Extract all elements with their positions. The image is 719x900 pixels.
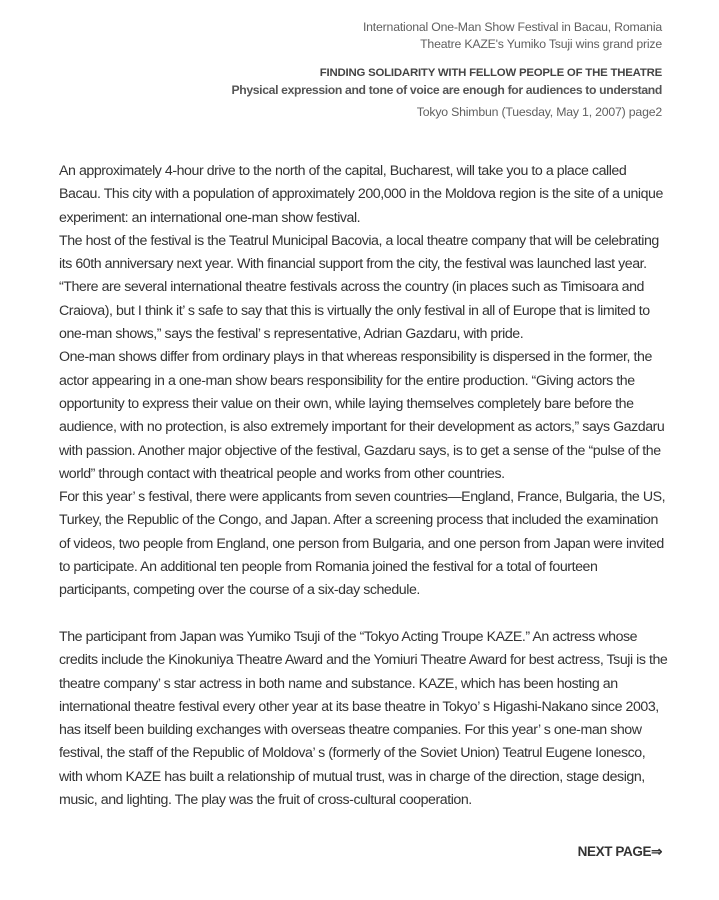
source-citation: Tokyo Shimbun (Tuesday, May 1, 2007) page2 [416,105,662,119]
headline: FINDING SOLIDARITY WITH FELLOW PEOPLE OF THE THEATRE [319,67,662,79]
subtitle-line-2: Theatre KAZE's Yumiko Tsuji wins grand prize [420,37,662,51]
next-page-link[interactable]: NEXT PAGE⇒ [577,844,662,859]
paragraph: For this year’ s festival, there were applicants from seven countries—England, France, Bulgaria, the US, Turkey, the Republic of the Congo, and Japan. After a screening process that included the examination of videos, two people from England, one person from Bulgaria, and one person from Japan were invited to participate. An additional ten people from Romania joined the festival for a total of fourteen participants, competing over the course of a six-day schedule. [59,489,666,599]
article-body [59,160,669,812]
paragraph: One-man shows differ from ordinary plays in that whereas responsibility is dispersed in the former, the actor appearing in a one-man show bears responsibility for the entire production. “Giving actors the opportunity to express their value on their own, while laying themselves completely bare before the audience, with no protection, is also extremely important for their development as actors,” says Gazdaru with passion. Another major objective of the festival, Gazdaru says, is to get a sense of the “pulse of the world” through contact with theatrical people and works from other countries. [59,349,665,482]
paragraph: The host of the festival is the Teatrul Municipal Bacovia, a local theatre company that will be celebrating its 60th anniversary next year. With financial support from the city, the festival was launched last year. “There are several international theatre festivals across the country (in places such as Timisoara and Craiova), but I think it’ s safe to say that this is virtually the only festival in all of Europe that is limited to one-man shows,” says the festival’ s representative, Adrian Gazdaru, with pride. [59,232,659,343]
article-header [231,19,662,121]
paragraph: The participant from Japan was Yumiko Tsuji of the “Tokyo Acting Troupe KAZE.” An actress whose credits include the Kinokuniya Theatre Award and the Yomiuri Theatre Award for best actress, Tsuji is the theatre company’ s star actress in both name and substance. KAZE, which has been hosting an international theatre festival every other year at its base theatre in Tokyo’ s Higashi-Nakano since 2003, has itself been building exchanges with overseas theatre companies. For this year’ s one-man show festival, the staff of the Republic of Moldova’ s (formerly of the Soviet Union) Teatrul Eugene Ionesco, with whom KAZE has built a relationship of mutual trust, was in charge of the direction, stage design, music, and lighting. The play was the fruit of cross-cultural cooperation. [59,628,668,809]
subheadline: Physical expression and tone of voice are enough for audiences to understand [231,83,662,97]
subtitle-line-1: International One-Man Show Festival in Bacau, Romania [362,20,662,34]
paragraph: An approximately 4-hour drive to the north of the capital, Bucharest, will take you to a place called Bacau. This city with a population of approximately 200,000 in the Moldova region is the site of a unique experiment: an international one-man show festival. [59,163,663,226]
